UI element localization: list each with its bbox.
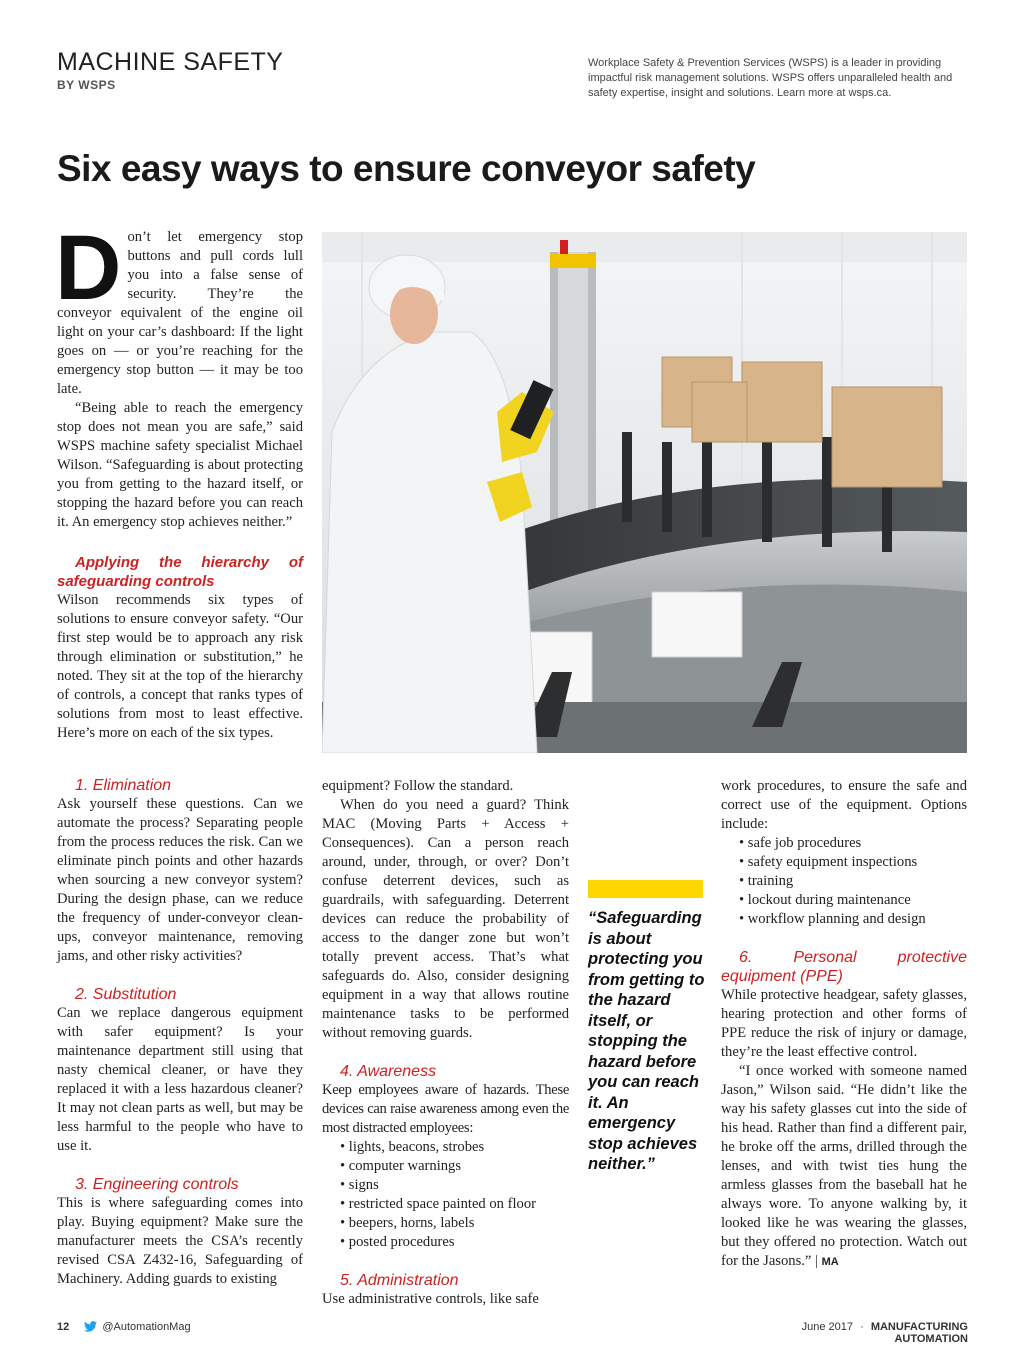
intro-quote-paragraph: “Being able to reach the emergency stop does not mean you are safe,” said WSPS machine safety specialist Michael Wilson. “Safeguarding is about protecting you from getting to the hazard itself, or stopping the hazard before you can reach it. An emergency stop achieves neither.” (57, 400, 303, 530)
administration-list (721, 834, 967, 929)
list-item: • safe job procedures (739, 834, 967, 853)
section-1-text: Ask yourself these questions. Can we automate the process? Separating people from the process reduces the risk. Can we eliminate pinch points and other hazards when sourcing a new conveyor system? During the design phase, can we reduce the frequency of under-conveyor clean-ups, conveyor maintenance, removing jams, and other risky activities? (57, 796, 303, 964)
list-item: • beepers, horns, labels (340, 1214, 569, 1233)
section-1-heading: 1. Elimination (75, 777, 172, 794)
footer-left (57, 1321, 191, 1335)
intro-paragraph (55, 217, 303, 399)
section-3-paragraph-2: When do you need a guard? Think MAC (Moving Parts + Access + Consequences). Can a person reach around, under, through, or over? Don’t confuse deterrent devices, such as guardrails, with safeguarding. Deterrent devices can reduce the probability of access to the danger zone but won’t totally prevent access. That’s what safeguards do. Also, consider designing equipment in a way that allows routine maintenance tasks to be performed without removing guards. (322, 797, 569, 1041)
page-number: 12 (57, 1321, 70, 1333)
list-item: • workflow planning and design (739, 910, 967, 929)
section-3-heading: 3. Engineering controls (75, 1176, 239, 1193)
hierarchy-heading: Applying the hierarchy of safeguarding controls (57, 554, 303, 590)
left-column (57, 776, 303, 1289)
issue-date: June 2017 (801, 1321, 854, 1333)
section-5-text: Use administrative controls, like safe (322, 1291, 539, 1307)
section-2-heading: 2. Substitution (75, 986, 177, 1003)
section-3-continued: equipment? Follow the standard. (322, 778, 514, 794)
list-item: • computer warnings (340, 1157, 569, 1176)
section-6-paragraph-2: “I once worked with someone named Jason,” Wilson said. “He didn’t like the way his safety glasses cut into the side of his head. Rather than find a different pair, he broke off the arms, drilled through the lenses, and with twist ties hung the armless glasses from the baseball hat he always wore. To anyone walking by, it looked like he was wearing the glasses, but they offered no protection. Watch out for the Jasons.” | MA (721, 1063, 967, 1269)
dropcap: D (55, 217, 122, 319)
section-title: MACHINE SAFETY (57, 48, 284, 76)
article-headline: Six easy ways to ensure conveyor safety (57, 148, 756, 189)
middle-column (322, 777, 569, 1309)
list-item: • signs (340, 1176, 569, 1195)
section-6-heading: 6. Personal protective equipment (PPE) (721, 949, 967, 985)
hierarchy-paragraph: Wilson recommends six types of solutions to ensure conveyor safety. “Our first step would be to approach any risk through elimination or substitution,” he noted. They sit at the top of the hierarchy of controls, a concept that ranks types of solutions from most to least effective. Here’s more on each of the six types. (57, 592, 303, 741)
section-4-heading: 4. Awareness (340, 1063, 437, 1080)
list-item: • safety equipment inspections (739, 853, 967, 872)
footer-right: June 2017 · MANUFACTURING AUTOMATION (801, 1321, 968, 1345)
end-mark: MA (821, 1256, 839, 1268)
pull-quote: “Safeguarding is about protecting you from getting to the hazard itself, or stopping the hazard before you can reach it. An emergency stop achieves neither.” (588, 909, 705, 1173)
list-item: • restricted space painted on floor (340, 1195, 569, 1214)
list-item: • lockout during maintenance (739, 891, 967, 910)
section-2-text: Can we replace dangerous equipment with safer equipment? Is your maintenance department still using that nasty chemical cleaner, or have they replaced it with a less hazardous cleaner? It may not clean parts as well, but may be less harmful to the people who have to use it. (57, 1005, 303, 1154)
pull-quote-bar (588, 880, 703, 898)
section-6-text: While protective headgear, safety glasses, hearing protection and other forms of PPE reduce the risk of injury or damage, they’re the least effective control. (721, 987, 967, 1060)
intro-text: on’t let emergency stop buttons and pull cords lull you into a false sense of security. They’re the conveyor equivalent of the engine oil light on your car’s dashboard: If the light goes on — or you’re reaching for the emergency stop button — it may be too late. (57, 229, 303, 397)
magazine-name: MANUFACTURING AUTOMATION (870, 1321, 968, 1345)
awareness-list (322, 1138, 569, 1252)
section-3-text: This is where safeguarding comes into play. Buying equipment? Make sure the manufacturer meets the CSA’s recently revised CSA Z432-16, Safeguarding of Machinery. Adding guards to existing (57, 1195, 303, 1287)
right-column (721, 777, 967, 1272)
byline: BY WSPS (57, 78, 116, 92)
twitter-handle: @AutomationMag (102, 1321, 191, 1333)
twitter-bird-icon (84, 1321, 97, 1335)
conveyor-worker-photo (322, 232, 967, 753)
section-5-heading: 5. Administration (340, 1272, 459, 1289)
section-4-text: Keep employees aware of hazards. These devices can raise awareness among even the most distracted employees: (322, 1082, 569, 1136)
intro-column (55, 217, 303, 743)
list-item: • training (739, 872, 967, 891)
about-wsps: Workplace Safety & Prevention Services (WSPS) is a leader in providing impactful risk management solutions. WSPS offers unparalleled health and safety expertise, insight and solutions. Learn more at wsps.ca. (588, 57, 953, 99)
list-item: • posted procedures (340, 1233, 569, 1252)
section-5-continued: work procedures, to ensure the safe and correct use of the equipment. Options include: (721, 778, 967, 832)
list-item: • lights, beacons, strobes (340, 1138, 569, 1157)
